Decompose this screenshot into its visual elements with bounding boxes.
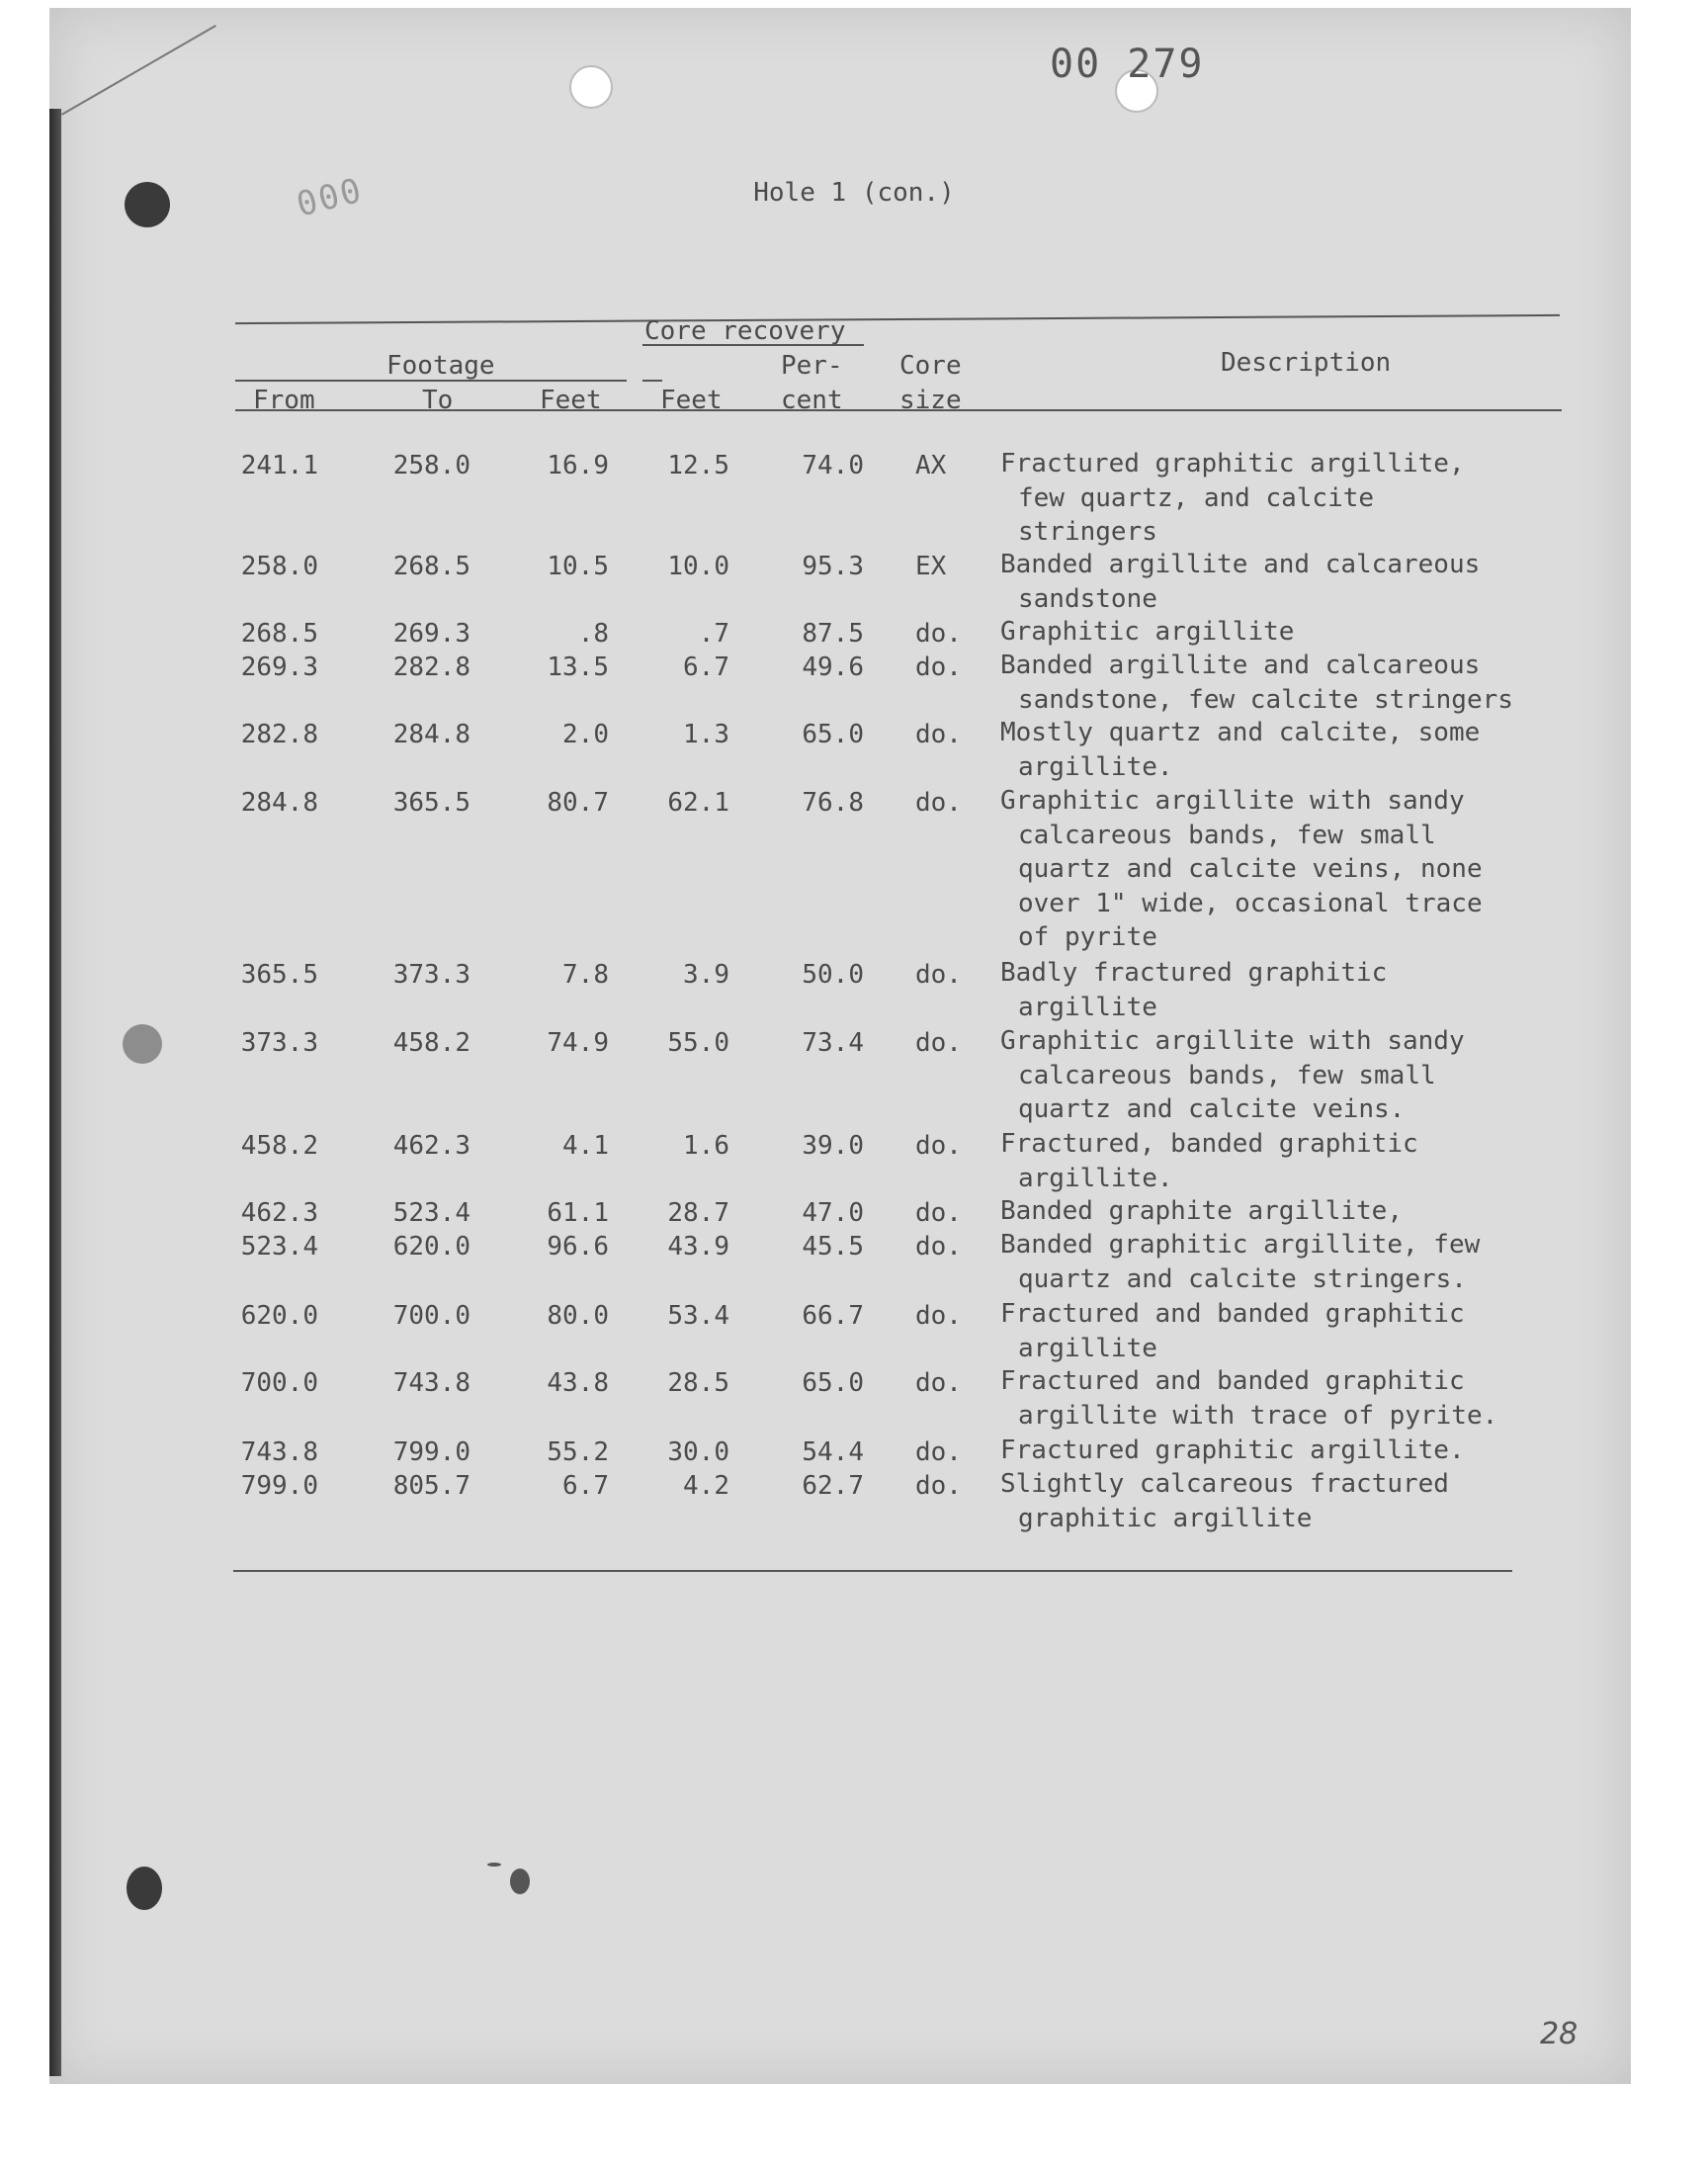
cell-feet: 4.1 bbox=[562, 1131, 609, 1161]
header-core-line2: size bbox=[899, 386, 962, 415]
page-number: 28 bbox=[1540, 2017, 1579, 2051]
cell-percent: 76.8 bbox=[802, 788, 864, 818]
cell-to: 373.3 bbox=[392, 960, 470, 990]
cell-description bbox=[1000, 716, 1480, 784]
cell-description bbox=[1000, 548, 1480, 616]
description-line: calcareous bands, few small bbox=[1018, 820, 1436, 850]
cell-core-size: do. bbox=[915, 1198, 962, 1228]
header-from: From bbox=[253, 386, 315, 415]
cell-core-size: do. bbox=[915, 652, 962, 682]
cell-from: 241.1 bbox=[240, 451, 318, 480]
cell-feet: 96.6 bbox=[547, 1232, 609, 1262]
cell-feet: 61.1 bbox=[547, 1198, 609, 1228]
cell-from: 373.3 bbox=[240, 1028, 318, 1058]
description-line: quartz and calcite veins. bbox=[1018, 1094, 1406, 1124]
cell-description bbox=[1000, 1434, 1465, 1468]
cell-feet: 80.0 bbox=[547, 1301, 609, 1331]
cell-description bbox=[1000, 1228, 1480, 1296]
cell-description bbox=[1000, 615, 1294, 650]
cell-to: 799.0 bbox=[392, 1437, 470, 1467]
description-line: calcareous bands, few small bbox=[1018, 1060, 1436, 1090]
cell-from: 799.0 bbox=[240, 1471, 318, 1501]
cell-description bbox=[1000, 1024, 1465, 1127]
description-line: Fractured graphitic argillite. bbox=[1000, 1436, 1465, 1465]
cell-feet: 55.2 bbox=[547, 1437, 609, 1467]
header-core-recovery: Core recovery bbox=[644, 316, 846, 346]
description-line: Fractured, banded graphitic bbox=[1000, 1129, 1418, 1159]
cell-feet: 6.7 bbox=[562, 1471, 609, 1501]
cell-from: 523.4 bbox=[240, 1232, 318, 1262]
cell-to: 620.0 bbox=[392, 1232, 470, 1262]
cell-percent: 62.7 bbox=[802, 1471, 864, 1501]
cell-core-feet: 3.9 bbox=[683, 960, 729, 990]
cell-feet: 13.5 bbox=[547, 652, 609, 682]
description-line: Fractured and banded graphitic bbox=[1000, 1299, 1465, 1329]
cell-feet: 2.0 bbox=[562, 720, 609, 749]
cell-core-feet: 53.4 bbox=[667, 1301, 729, 1331]
description-line: Slightly calcareous fractured bbox=[1000, 1469, 1449, 1499]
description-line: Badly fractured graphitic bbox=[1000, 958, 1388, 988]
header-feet-core: Feet bbox=[660, 386, 723, 415]
cell-to: 458.2 bbox=[392, 1028, 470, 1058]
cell-feet: .8 bbox=[577, 619, 609, 649]
description-line: argillite bbox=[1018, 992, 1157, 1022]
description-line: over 1" wide, occasional trace bbox=[1018, 888, 1483, 918]
cell-core-feet: .7 bbox=[698, 619, 729, 649]
cell-core-size: do. bbox=[915, 1028, 962, 1058]
cell-feet: 74.9 bbox=[547, 1028, 609, 1058]
header-footage: Footage bbox=[386, 351, 495, 381]
cell-description bbox=[1000, 1364, 1497, 1433]
cell-description bbox=[1000, 784, 1483, 955]
cell-core-size: do. bbox=[915, 1368, 962, 1398]
cell-from: 700.0 bbox=[240, 1368, 318, 1398]
cell-description bbox=[1000, 1467, 1449, 1535]
header-per-line1: Per- bbox=[781, 351, 843, 381]
cell-description bbox=[1000, 1127, 1418, 1195]
cell-core-size: do. bbox=[915, 720, 962, 749]
cell-to: 462.3 bbox=[392, 1131, 470, 1161]
cell-percent: 47.0 bbox=[802, 1198, 864, 1228]
description-line: Graphitic argillite with sandy bbox=[1000, 1026, 1465, 1056]
description-line: Graphitic argillite with sandy bbox=[1000, 786, 1465, 816]
table-bottom-rule bbox=[233, 1570, 1512, 1572]
description-line: Mostly quartz and calcite, some bbox=[1000, 718, 1481, 747]
cell-core-feet: 4.2 bbox=[683, 1471, 729, 1501]
cell-percent: 49.6 bbox=[802, 652, 864, 682]
cell-description bbox=[1000, 649, 1513, 717]
description-line: sandstone, few calcite stringers bbox=[1018, 684, 1513, 715]
cell-to: 268.5 bbox=[392, 552, 470, 581]
cell-feet: 10.5 bbox=[547, 552, 609, 581]
cell-percent: 45.5 bbox=[802, 1232, 864, 1262]
cell-from: 268.5 bbox=[240, 619, 318, 649]
page-title: Hole 1 (con.) bbox=[753, 178, 955, 208]
cell-core-feet: 43.9 bbox=[667, 1232, 729, 1262]
description-line: quartz and calcite veins, none bbox=[1018, 854, 1483, 884]
cell-core-feet: 1.3 bbox=[683, 720, 729, 749]
cell-core-size: do. bbox=[915, 1232, 962, 1262]
cell-core-size: do. bbox=[915, 1131, 962, 1161]
cell-percent: 87.5 bbox=[802, 619, 864, 649]
faint-stamp: 000 bbox=[293, 170, 368, 225]
header-to: To bbox=[422, 386, 454, 415]
cell-percent: 50.0 bbox=[802, 960, 864, 990]
cell-feet: 80.7 bbox=[547, 788, 609, 818]
cell-core-size: EX bbox=[915, 552, 947, 581]
cell-percent: 39.0 bbox=[802, 1131, 864, 1161]
cell-core-feet: 6.7 bbox=[683, 652, 729, 682]
cell-to: 805.7 bbox=[392, 1471, 470, 1501]
cell-from: 743.8 bbox=[240, 1437, 318, 1467]
cell-from: 269.3 bbox=[240, 652, 318, 682]
cell-core-feet: 12.5 bbox=[667, 451, 729, 480]
cell-percent: 74.0 bbox=[802, 451, 864, 480]
cell-core-size: do. bbox=[915, 619, 962, 649]
cell-core-feet: 62.1 bbox=[667, 788, 729, 818]
cell-feet: 43.8 bbox=[547, 1368, 609, 1398]
description-line: Fractured and banded graphitic bbox=[1000, 1366, 1465, 1396]
cell-from: 365.5 bbox=[240, 960, 318, 990]
description-line: Banded graphitic argillite, few bbox=[1000, 1230, 1481, 1260]
cell-description bbox=[1000, 1297, 1465, 1365]
binder-hole-middle bbox=[123, 1024, 162, 1064]
description-line: sandstone bbox=[1018, 583, 1157, 614]
cell-core-size: do. bbox=[915, 1301, 962, 1331]
cell-core-size: do. bbox=[915, 1471, 962, 1501]
cell-core-feet: 1.6 bbox=[683, 1131, 729, 1161]
description-line: argillite. bbox=[1018, 751, 1173, 782]
document-stamp-number: 00 279 bbox=[1050, 42, 1205, 87]
punch-hole-top bbox=[569, 65, 613, 109]
cell-description bbox=[1000, 956, 1387, 1024]
cell-description bbox=[1000, 1194, 1403, 1229]
cell-to: 258.0 bbox=[392, 451, 470, 480]
description-line: Banded graphite argillite, bbox=[1000, 1196, 1403, 1226]
description-line: quartz and calcite stringers. bbox=[1018, 1263, 1467, 1294]
cell-from: 620.0 bbox=[240, 1301, 318, 1331]
cell-core-size: do. bbox=[915, 788, 962, 818]
cell-to: 365.5 bbox=[392, 788, 470, 818]
cell-percent: 66.7 bbox=[802, 1301, 864, 1331]
cell-percent: 73.4 bbox=[802, 1028, 864, 1058]
header-description: Description bbox=[1221, 348, 1392, 378]
cell-core-feet: 10.0 bbox=[667, 552, 729, 581]
cell-from: 462.3 bbox=[240, 1198, 318, 1228]
cell-core-size: do. bbox=[915, 1437, 962, 1467]
core-feet-dash bbox=[642, 380, 662, 382]
cell-percent: 65.0 bbox=[802, 720, 864, 749]
cell-from: 458.2 bbox=[240, 1131, 318, 1161]
cell-feet: 16.9 bbox=[547, 451, 609, 480]
description-line: few quartz, and calcite bbox=[1018, 482, 1375, 513]
cell-to: 743.8 bbox=[392, 1368, 470, 1398]
cell-percent: 65.0 bbox=[802, 1368, 864, 1398]
binding-edge bbox=[49, 109, 61, 2076]
cell-from: 284.8 bbox=[240, 788, 318, 818]
header-per-line2: cent bbox=[781, 386, 843, 415]
cell-core-size: AX bbox=[915, 451, 947, 480]
ink-speck bbox=[487, 1863, 501, 1867]
cell-core-feet: 30.0 bbox=[667, 1437, 729, 1467]
cell-core-feet: 55.0 bbox=[667, 1028, 729, 1058]
description-line: Graphitic argillite bbox=[1000, 617, 1295, 647]
description-line: of pyrite bbox=[1018, 922, 1157, 952]
cell-core-size: do. bbox=[915, 960, 962, 990]
description-line: Banded argillite and calcareous bbox=[1000, 550, 1481, 579]
cell-from: 258.0 bbox=[240, 552, 318, 581]
description-line: graphitic argillite bbox=[1018, 1503, 1313, 1533]
description-line: argillite. bbox=[1018, 1163, 1173, 1193]
cell-to: 700.0 bbox=[392, 1301, 470, 1331]
cell-to: 269.3 bbox=[392, 619, 470, 649]
cell-feet: 7.8 bbox=[562, 960, 609, 990]
description-line: stringers bbox=[1018, 517, 1157, 547]
description-line: argillite with trace of pyrite. bbox=[1018, 1400, 1498, 1431]
description-line: Banded argillite and calcareous bbox=[1000, 651, 1481, 680]
cell-core-feet: 28.5 bbox=[667, 1368, 729, 1398]
header-feet-footage: Feet bbox=[540, 386, 602, 415]
cell-percent: 95.3 bbox=[802, 552, 864, 581]
cell-to: 284.8 bbox=[392, 720, 470, 749]
ink-smudge bbox=[510, 1869, 530, 1894]
cell-percent: 54.4 bbox=[802, 1437, 864, 1467]
cell-to: 282.8 bbox=[392, 652, 470, 682]
binder-hole-bottom bbox=[127, 1867, 162, 1910]
header-core-line1: Core bbox=[899, 351, 962, 381]
cell-core-feet: 28.7 bbox=[667, 1198, 729, 1228]
description-line: Fractured graphitic argillite, bbox=[1000, 449, 1465, 478]
cell-description bbox=[1000, 447, 1465, 550]
cell-to: 523.4 bbox=[392, 1198, 470, 1228]
description-line: argillite bbox=[1018, 1333, 1157, 1363]
cell-from: 282.8 bbox=[240, 720, 318, 749]
